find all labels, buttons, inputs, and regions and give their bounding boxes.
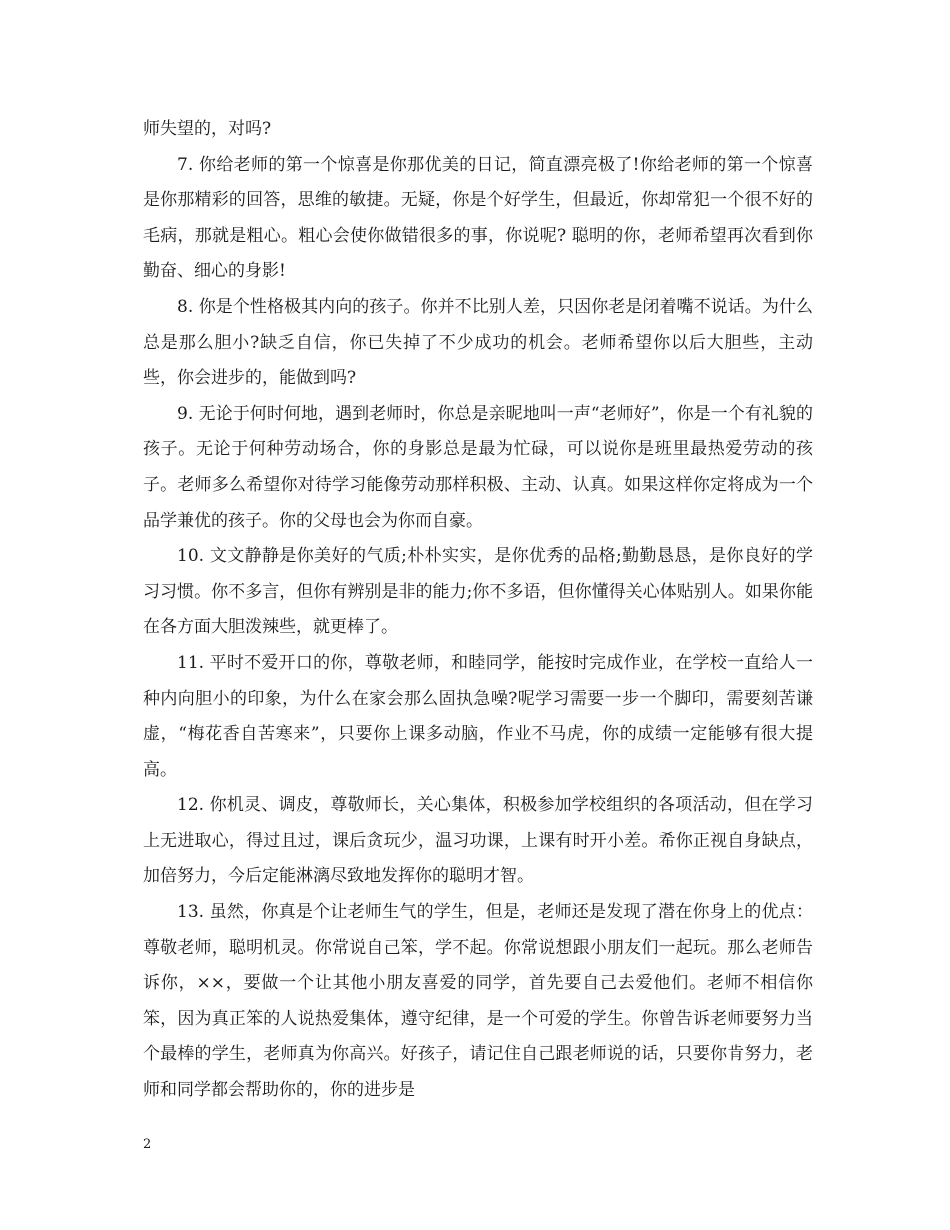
comment-paragraph-8: 8. 你是个性格极其内向的孩子。你并不比别人差，只因你老是闭着嘴不说话。为什么总是那么胆小?缺乏自信，你已失掉了不少成功的机会。老师希望你以后大胆些，主动些，你会进步的，能做到吗? bbox=[143, 296, 813, 389]
comment-paragraph-12: 12. 你机灵、调皮，尊敬师长，关心集体，积极参加学校组织的各项活动，但在学习上无进取心，得过且过，课后贪玩少，温习功课，上课有时开小差。希你正视自身缺点，加倍努力，今后定能淋漓尽致地发挥你的聪明才智。 bbox=[143, 795, 813, 887]
comment-paragraph-10: 10. 文文静静是你美好的气质;朴朴实实，是你优秀的品格;勤勤恳恳，是你良好的学习习惯。你不多言，但你有辨别是非的能力;你不多语，但你懂得关心体贴别人。如果你能在各方面大胆泼辣些，就更棒了。 bbox=[143, 546, 813, 638]
page-number: 2 bbox=[143, 1137, 152, 1152]
comment-paragraph-13: 13. 虽然，你真是个让老师生气的学生，但是，老师还是发现了潜在你身上的优点：尊敬老师，聪明机灵。你常说自己笨，学不起。你常说想跟小朋友们一起玩。那么老师告诉你，××，要做一个让其他小朋友喜爱的同学，首先要自己去爱他们。老师不相信你笨，因为真正笨的人说热爱集体，遵守纪律，是一个可爱的学生。你曾告诉老师要努力当个最棒的学生，老师真为你高兴。好孩子，请记住自己跟老师说的话，只要你肯努力，老师和同学都会帮助你的，你的进步是 bbox=[143, 902, 813, 1101]
body-text bbox=[143, 112, 813, 1109]
comment-paragraph-9: 9. 无论于何时何地，遇到老师时，你总是亲昵地叫一声“老师好”，你是一个有礼貌的孩子。无论于何种劳动场合，你的身影总是最为忙碌，可以说你是班里最热爱劳动的孩子。老师多么希望你对待学习能像劳动那样积极、主动、认真。如果这样你定将成为一个品学兼优的孩子。你的父母也会为你而自豪。 bbox=[143, 403, 813, 531]
continuation-paragraph: 师失望的，对吗? bbox=[143, 119, 272, 139]
comment-paragraph-7: 7. 你给老师的第一个惊喜是你那优美的日记，简直漂亮极了!你给老师的第一个惊喜是你那精彩的回答，思维的敏捷。无疑，你是个好学生，但最近，你却常犯一个很不好的毛病，那就是粗心。粗心会使你做错很多的事，你说呢? 聪明的你，老师希望再次看到你勤奋、细心的身影! bbox=[143, 154, 813, 282]
comment-paragraph-11: 11. 平时不爱开口的你，尊敬老师，和睦同学，能按时完成作业，在学校一直给人一种内向胆小的印象，为什么在家会那么固执急噪?呢学习需要一步一个脚印，需要刻苦谦虚，“梅花香自苦寒来”，只要你上课多动脑，作业不马虎，你的成绩一定能够有很大提高。 bbox=[143, 652, 813, 780]
